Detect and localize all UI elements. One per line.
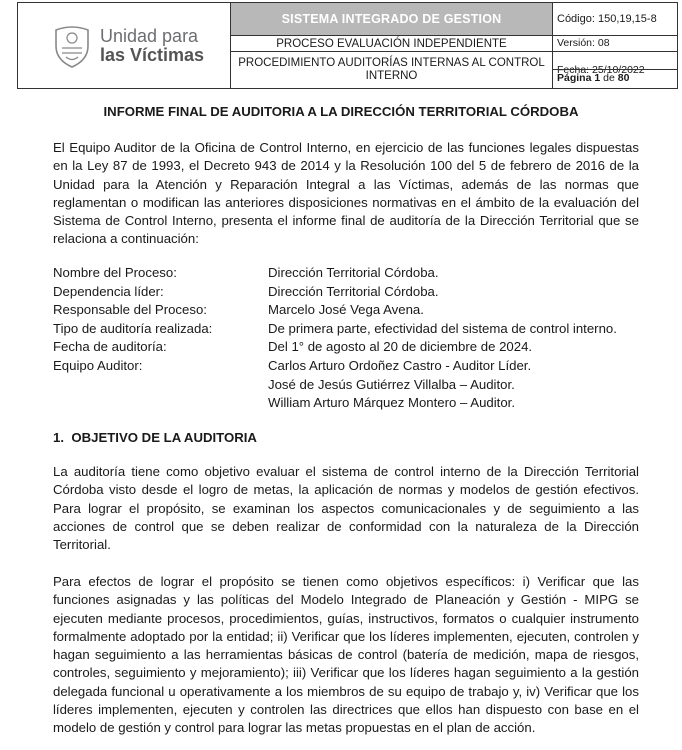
section-title: OBJETIVO DE LA AUDITORIA <box>71 430 257 445</box>
field-label <box>53 376 268 395</box>
version-value: 08 <box>597 37 610 49</box>
procedure-name: PROCEDIMIENTO AUDITORÍAS INTERNAS AL CONTROL INTERNO <box>231 52 553 89</box>
field-value: Del 1° de agosto al 20 de diciembre de 2024. <box>268 339 533 355</box>
version-label: Versión: <box>557 37 595 49</box>
page-of: de <box>603 72 615 84</box>
page-label: Página <box>557 72 592 84</box>
page-current: 1 <box>594 72 601 84</box>
field-value: Dirección Territorial Córdoba. <box>268 283 439 299</box>
logo-cell <box>18 3 231 89</box>
field-value: De primera parte, efectividad del sistema de control interno. <box>268 320 617 336</box>
date-value: 25/10/2022 <box>592 63 645 76</box>
logo-line-2: las Víctimas <box>100 44 205 65</box>
code-cell <box>553 3 678 36</box>
field-label: Equipo Auditor: <box>53 357 143 373</box>
process-name: PROCESO EVALUACIÓN INDEPENDIENTE <box>231 36 553 52</box>
section-number: 1. <box>53 430 64 445</box>
page-total: 80 <box>617 72 630 84</box>
field-value: Marcelo José Vega Avena. <box>268 302 424 318</box>
unidad-victimas-logo <box>18 24 230 68</box>
section-heading <box>53 430 257 445</box>
field-label: Fecha de auditoría: <box>53 339 167 355</box>
objective-paragraph: La auditoría tiene como objetivo evaluar el sistema de control interno de la Dirección Territorial Córdoba visto desde el logro de metas, la aplicación de normas y modelos de gestión efectivos. Para lograr el propósito, se examinan los aspectos comunicacionales y de seguimiento a las acciones de control que se deben realizar de conformidad con la naturaleza de la Dirección Territorial. <box>53 464 639 553</box>
page-cell <box>553 69 677 86</box>
field-value: Dirección Territorial Córdoba. <box>268 265 439 280</box>
field-label: Dependencia líder: <box>53 283 164 299</box>
specific-objectives-paragraph: Para efectos de lograr el propósito se tienen como objetivos específicos: i) Verificar que las funciones asignadas y las políticas del Modelo Integrado de Planeación y Gestión - MIPG se ejecuten mediante procesos, procedimientos, guías, instructivos, formatos o cualquier instrumento formalmente adoptado por la entidad; ii) Verificar que los líderes implementen, ejecuten, controlen y hagan seguimiento a las herramientas básicas de control (batería de medición, mapa de riesgos, controles, seguimiento y mejoramiento); iii) Verificar que los líderes hagan seguimiento a la gestión delegada funcional u operativamente a los miembros de su equipo de trabajo y, iv) Verificar que los líderes implementen, ejecuten y controlen las directrices que ellos han dispuesto con base en el modelo de gestión y control para lograr las metas propuestas en el plan de acción. <box>53 574 639 736</box>
code-label: Código: <box>557 13 595 25</box>
intro-paragraph: El Equipo Auditor de la Oficina de Control Interno, en ejercicio de las funciones legales dispuestas en la Ley 87 de 1993, el Decreto 943 de 2014 y la Resolución 100 del 5 de febrero de 2016 de la Unidad para la Atención y Reparación Integral a las Víctimas, además de las normas que reglamentan o modifican las anteriores disposiciones normativas en el ámbito de la evaluación del Sistema de Control Interno, presenta el informe final de auditoría de la Dirección Territorial que se relaciona a continuación: <box>53 140 639 247</box>
system-title: SISTEMA INTEGRADO DE GESTION <box>231 3 553 36</box>
info-row <box>53 320 617 339</box>
field-label: Nombre del Proceso: <box>53 265 177 280</box>
audit-info-list <box>53 264 617 413</box>
info-row <box>53 301 617 320</box>
info-row <box>53 283 617 302</box>
code-value: 150,19,15-8 <box>597 13 657 25</box>
logo-line-1: Unidad para <box>100 25 199 46</box>
info-row <box>53 264 617 283</box>
info-row <box>53 376 617 395</box>
document-title: INFORME FINAL DE AUDITORIA A LA DIRECCIÓN TERRITORIAL CÓRDOBA <box>103 104 579 119</box>
info-row <box>53 338 617 357</box>
field-label: Tipo de auditoría realizada: <box>53 320 213 336</box>
field-value: William Arturo Márquez Montero – Auditor. <box>268 395 515 411</box>
version-cell <box>553 36 678 52</box>
info-row <box>53 357 617 376</box>
info-row <box>53 394 617 413</box>
field-label: Responsable del Proceso: <box>53 302 207 318</box>
field-value: José de Jesús Gutiérrez Villalba – Auditor. <box>268 376 515 392</box>
field-value: Carlos Arturo Ordoñez Castro - Auditor Líder. <box>268 357 532 373</box>
colombia-shield-icon <box>52 24 92 68</box>
date-label: Fecha: <box>557 63 590 76</box>
field-label <box>53 394 268 413</box>
